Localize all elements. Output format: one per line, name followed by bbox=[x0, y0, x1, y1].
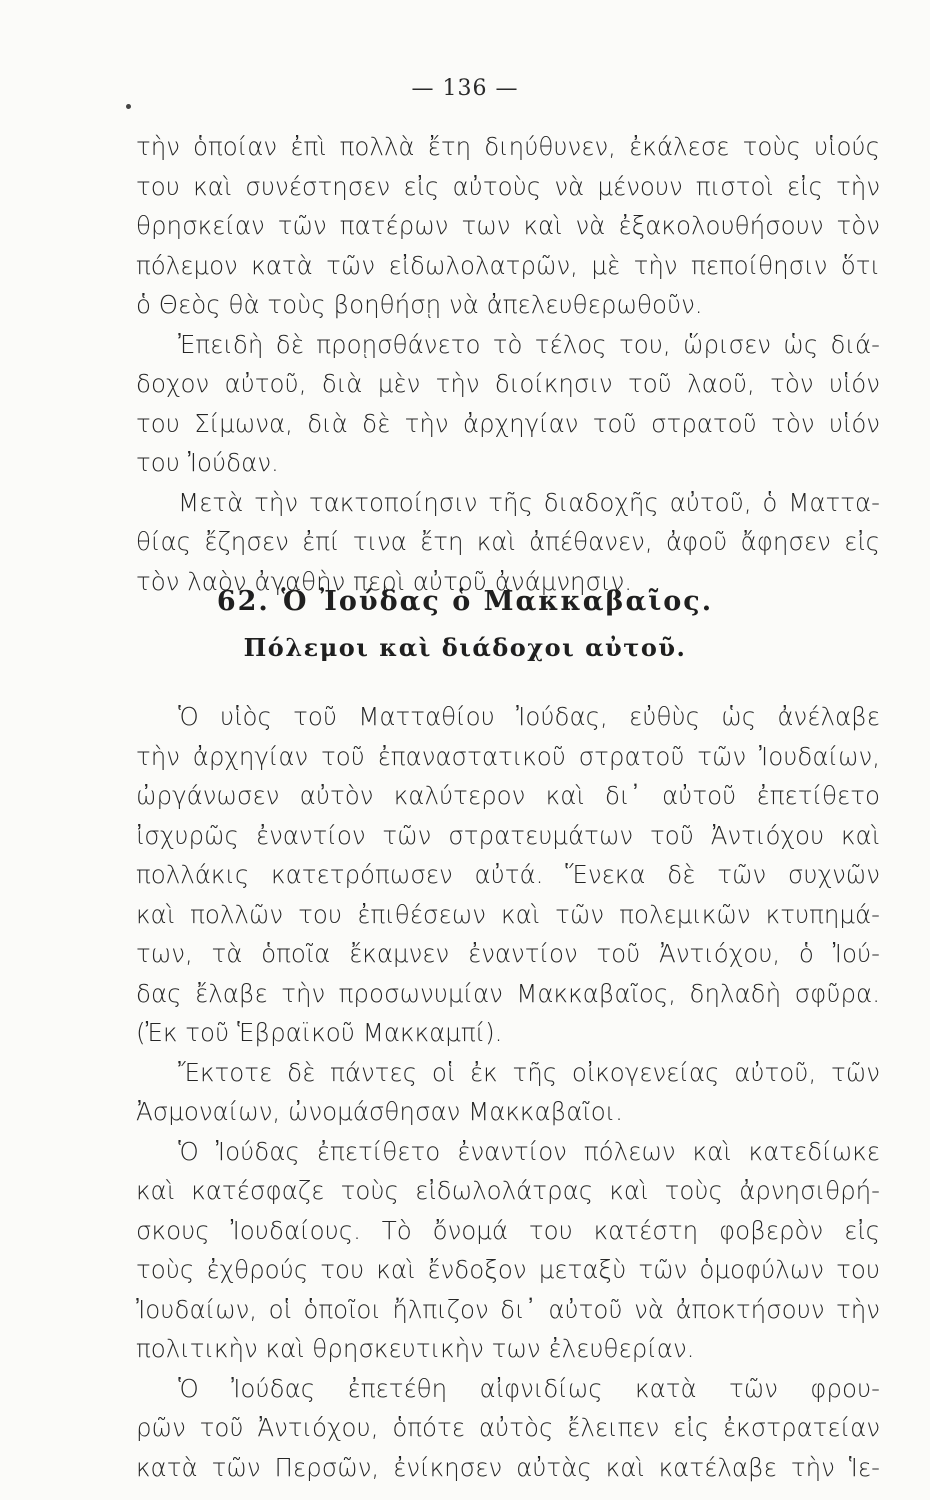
text-line: Μετὰ τὴν τακτοποίησιν τῆς διαδοχῆς αὐτοῦ, ὁ Ματτα- bbox=[178, 487, 880, 517]
text-line: Ἰουδαίων, οἱ ὁποῖοι ἤλπιζον δι᾽ αὐτοῦ νὰ ἀποκτήσουν τὴν bbox=[136, 1294, 880, 1324]
text-line: δας ἔλαβε τὴν προσωνυμίαν Μακκαβαῖος, δηλαδὴ σφῦρα. bbox=[136, 978, 880, 1008]
print-speck bbox=[126, 104, 131, 109]
text-line: (Ἐκ τοῦ Ἑβραϊκοῦ Μακκαμπί). bbox=[136, 1018, 503, 1047]
text-line: θρησκείαν τῶν πατέρων των καὶ νὰ ἐξακολουθήσουν τὸν bbox=[136, 211, 880, 240]
text-line: πόλεμον κατὰ τῶν εἰδωλολατρῶν, μὲ τὴν πεποίθησιν ὅτι bbox=[136, 250, 880, 280]
text-line: Ὁ υἱὸς τοῦ Ματταθίου Ἰούδας, εὐθὺς ὡς ἀνέλαβε bbox=[178, 702, 880, 731]
text-line: δοχον αὐτοῦ, διὰ μὲν τὴν διοίκησιν τοῦ λαοῦ, τὸν υἱόν bbox=[136, 369, 880, 398]
text-line: ρῶν τοῦ Ἀντιόχου, ὁπότε αὐτὸς ἔλειπεν εἰς ἐκστρατείαν bbox=[136, 1413, 880, 1442]
text-line: του Ἰούδαν. bbox=[136, 448, 279, 477]
text-line: Ὁ Ἰούδας ἐπετίθετο ἐναντίον πόλεων καὶ κατεδίωκε bbox=[178, 1136, 880, 1166]
text-line: κατὰ τῶν Περσῶν, ἐνίκησεν αὐτὰς καὶ κατέλαβε τὴν Ἱε- bbox=[136, 1452, 880, 1482]
text-line: ὁ Θεὸς θὰ τοὺς βοηθήσῃ νὰ ἀπελευθερωθοῦν. bbox=[136, 290, 703, 319]
text-line: Ἀσμοναίων, ὠνομάσθησαν Μακκαβαῖοι. bbox=[136, 1097, 623, 1126]
text-line: Ἐπειδὴ δὲ προῃσθάνετο τὸ τέλος του, ὥρισεν ὡς διά- bbox=[178, 329, 880, 359]
text-line: του Σίμωνα, διὰ δὲ τὴν ἀρχηγίαν τοῦ στρατοῦ τὸν υἱόν bbox=[136, 408, 880, 438]
page-number: — 136 — bbox=[411, 76, 519, 101]
text-line: ὠργάνωσεν αὐτὸν καλύτερον καὶ δι᾽ αὐτοῦ ἐπετίθετο bbox=[136, 781, 880, 810]
section-subtitle: Πόλεμοι καὶ διάδοχοι αὐτοῦ. bbox=[243, 633, 687, 662]
text-line: πολλάκις κατετρόπωσεν αὐτά. Ἕνεκα δὲ τῶν συχνῶν bbox=[136, 860, 880, 889]
text-line: τὸν λαὸν ἀγαθὴν περὶ αὐτοῦ ἀνάμνησιν. bbox=[136, 566, 633, 596]
paragraph-block-main bbox=[136, 697, 880, 1487]
text-line: Ἔκτοτε δὲ πάντες οἱ ἐκ τῆς οἰκογενείας αὐτοῦ, τῶν bbox=[178, 1057, 880, 1087]
text-line: των, τὰ ὁποῖα ἔκαμνεν ἐναντίον τοῦ Ἀντιόχου, ὁ Ἰού- bbox=[136, 939, 880, 968]
text-line: καὶ πολλῶν του ἐπιθέσεων καὶ τῶν πολεμικῶν κτυπημά- bbox=[136, 899, 880, 929]
text-line: του καὶ συνέστησεν εἰς αὐτοὺς νὰ μένουν πιστοὶ εἰς τὴν bbox=[136, 171, 880, 201]
text-line: ἰσχυρῶς ἐναντίον τῶν στρατευμάτων τοῦ Ἀντιόχου καὶ bbox=[136, 820, 880, 850]
text-line: τὴν ὁποίαν ἐπὶ πολλὰ ἔτη διηύθυνεν, ἐκάλεσε τοὺς υἱούς bbox=[136, 132, 880, 161]
text-line: τὴν ἀρχηγίαν τοῦ ἐπαναστατικοῦ στρατοῦ τῶν Ἰουδαίων, bbox=[136, 741, 880, 771]
text-line: πολιτικὴν καὶ θρησκευτικὴν των ἐλευθερίαν. bbox=[136, 1334, 695, 1363]
text-line: θίας ἔζησεν ἐπί τινα ἔτη καὶ ἀπέθανεν, ἀφοῦ ἄφησεν εἰς bbox=[136, 527, 880, 556]
text-line: σκους Ἰουδαίους. Τὸ ὄνομά του κατέστη φοβερὸν εἰς bbox=[136, 1215, 880, 1245]
section-title: 62. Ὁ Ἰούδας ὁ Μακκαβαῖος. bbox=[216, 586, 714, 617]
text-line: Ὁ Ἰούδας ἐπετέθη αἰφνιδίως κατὰ τῶν φρου- bbox=[178, 1373, 880, 1403]
text-line: τοὺς ἐχθρούς του καὶ ἔνδοξον μεταξὺ τῶν ὁμοφύλων του bbox=[136, 1255, 880, 1284]
text-line: καὶ κατέσφαζε τοὺς εἰδωλολάτρας καὶ τοὺς ἀρνησιθρή- bbox=[136, 1176, 880, 1205]
paragraph-block-intro bbox=[136, 127, 880, 601]
